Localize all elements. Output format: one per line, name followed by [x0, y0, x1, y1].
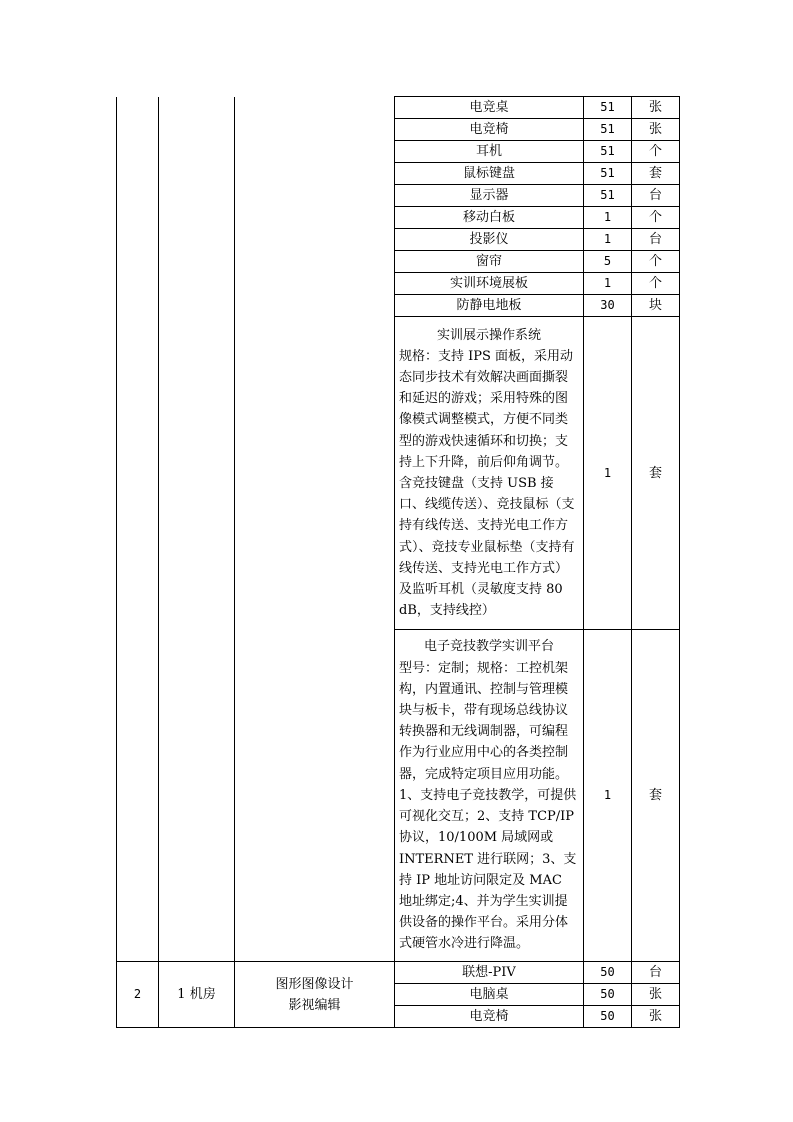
item-unit: 张	[632, 984, 680, 1006]
item-name: 联想-PIV	[395, 962, 584, 984]
item-qty: 30	[584, 295, 632, 317]
item-qty: 51	[584, 119, 632, 141]
item-qty: 50	[584, 1006, 632, 1028]
item-name: 防静电地板	[395, 295, 584, 317]
item-unit: 张	[632, 119, 680, 141]
table-row	[117, 962, 680, 984]
course-line: 图形图像设计	[275, 976, 354, 992]
room-cell	[159, 97, 235, 962]
index-cell: 2	[117, 962, 159, 1028]
item-unit: 张	[632, 1006, 680, 1028]
item-qty: 51	[584, 97, 632, 119]
item-name: 鼠标键盘	[395, 163, 584, 185]
room-cell: 1 机房	[159, 962, 235, 1028]
item-unit: 个	[632, 273, 680, 295]
item-name: 移动白板	[395, 207, 584, 229]
item-qty: 1	[584, 273, 632, 295]
item-name: 投影仪	[395, 229, 584, 251]
item-name: 窗帘	[395, 251, 584, 273]
item-qty: 1	[584, 207, 632, 229]
item-unit: 个	[632, 207, 680, 229]
item-unit: 套	[632, 630, 680, 962]
item-qty: 50	[584, 962, 632, 984]
item-unit: 套	[632, 317, 680, 630]
item-description	[395, 317, 584, 630]
course-line: 影视编辑	[288, 997, 341, 1013]
item-name: 实训环境展板	[395, 273, 584, 295]
course-cell	[235, 97, 395, 962]
item-unit: 张	[632, 97, 680, 119]
item-description-body: 型号：定制；规格：工控机架构，内置通讯、控制与管理模块与板卡，带有现场总线协议转换器和无线调制器，可编程作为行业应用中心的各类控制器，完成特定项目应用功能。1、支持电子竞技教学，可提供可视化交互；2、支持 TCP/IP 协议，10/100M 局域网或 INTERNET 进行联网；3、支持 IP 地址访问限定及 MAC 地址绑定;4、并为学生实训提供设备的操作平台。采用分体式硬管水冷进行降温。	[399, 660, 577, 952]
item-description	[395, 630, 584, 962]
item-unit: 套	[632, 163, 680, 185]
item-name: 电竞椅	[395, 1006, 584, 1028]
item-qty: 1	[584, 630, 632, 962]
item-qty: 50	[584, 984, 632, 1006]
table-row	[117, 97, 680, 119]
index-cell	[117, 97, 159, 962]
item-description-title: 电子竞技教学实训平台	[423, 639, 554, 655]
item-unit: 台	[632, 185, 680, 207]
item-qty: 51	[584, 141, 632, 163]
item-unit: 台	[632, 962, 680, 984]
item-name: 电脑桌	[395, 984, 584, 1006]
item-unit: 台	[632, 229, 680, 251]
course-cell	[235, 962, 395, 1028]
item-qty: 1	[584, 229, 632, 251]
item-qty: 51	[584, 163, 632, 185]
item-unit: 个	[632, 251, 680, 273]
item-qty: 51	[584, 185, 632, 207]
item-unit: 个	[632, 141, 680, 163]
equipment-table	[116, 96, 680, 1028]
item-name: 电竞桌	[395, 97, 584, 119]
item-name: 电竞椅	[395, 119, 584, 141]
item-unit: 块	[632, 295, 680, 317]
item-qty: 1	[584, 317, 632, 630]
item-qty: 5	[584, 251, 632, 273]
item-description-title: 实训展示操作系统	[436, 327, 541, 343]
item-name: 耳机	[395, 141, 584, 163]
item-name: 显示器	[395, 185, 584, 207]
item-description-body: 规格：支持 IPS 面板，采用动态同步技术有效解决画面撕裂和延迟的游戏；采用特殊的图像模式调整模式，方便不同类型的游戏快速循环和切换；支持上下升降，前后仰角调节。含竞技键盘（支持 USB 接口、线缆传送）、竞技鼠标（支持有线传送、支持光电工作方式）、竞技专业鼠标垫（支持有线传送、支持光电工作方式）及监听耳机（灵敏度支持 80 dB，支持线控）	[399, 348, 575, 619]
